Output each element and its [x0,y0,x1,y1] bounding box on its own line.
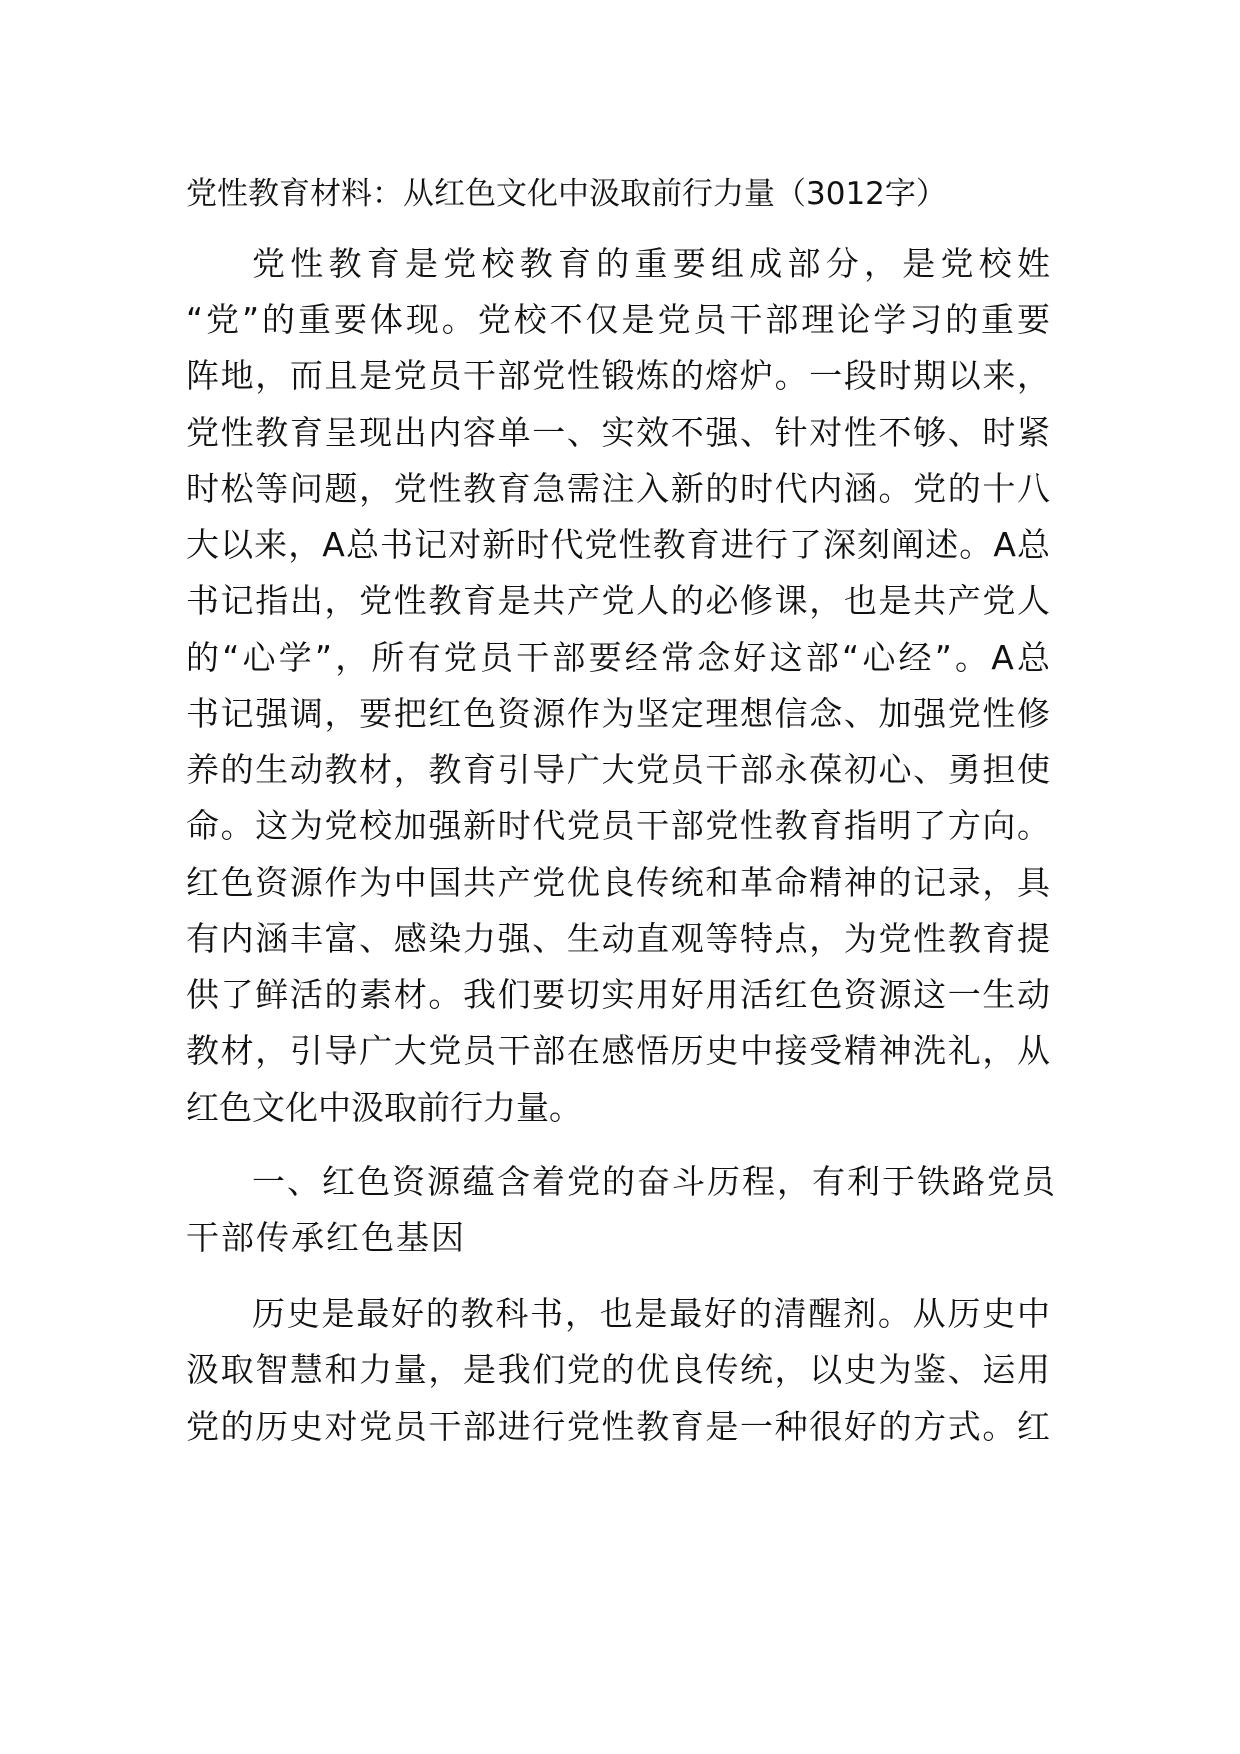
paragraph-line: 书记指出，党性教育是共产党人的必修课，也是共产党人 [186,581,1050,620]
paragraph-line: 历史是最好的教科书，也是最好的清醒剂。从历史中 [252,1294,1050,1333]
paragraph-line: 阵地，而且是党员干部党性锻炼的熔炉。一段时期以来， [186,356,1050,395]
paragraph-line: 汲取智慧和力量，是我们党的优良传统，以史为鉴、运用 [186,1350,1050,1389]
paragraph-line: 命。这为党校加强新时代党员干部党性教育指明了方向。 [186,806,1050,845]
paragraph-line: 的“心学”，所有党员干部要经常念好这部“心经”。A总 [186,638,1050,677]
paragraph-line: 红色文化中汲取前行力量。 [186,1088,582,1127]
paragraph-line: 大以来，A总书记对新时代党性教育进行了深刻阐述。A总 [186,525,1050,564]
paragraph-line: 有内涵丰富、感染力强、生动直观等特点，为党性教育提 [186,919,1050,958]
section-heading-line: 干部传承红色基因 [186,1218,466,1257]
paragraph-line: 红色资源作为中国共产党优良传统和革命精神的记录，具 [186,863,1050,902]
section-heading-line: 一、红色资源蕴含着党的奋斗历程，有利于铁路党员 [252,1162,1057,1201]
paragraph-line: 党的历史对党员干部进行党性教育是一种很好的方式。红 [186,1407,1050,1446]
paragraph-line: 书记强调，要把红色资源作为坚定理想信念、加强党性修 [186,694,1050,733]
paragraph-line: 供了鲜活的素材。我们要切实用好用活红色资源这一生动 [186,975,1050,1014]
document-title: 党性教育材料：从红色文化中汲取前行力量（3012字） [186,176,947,212]
paragraph-line: 教材，引导广大党员干部在感悟历史中接受精神洗礼，从 [186,1031,1050,1070]
paragraph-line: 时松等问题，党性教育急需注入新的时代内涵。党的十八 [186,469,1050,508]
paragraph-line: “党”的重要体现。党校不仅是党员干部理论学习的重要 [186,300,1050,339]
paragraph-line: 党性教育是党校教育的重要组成部分，是党校姓 [252,244,1050,283]
paragraph-line: 党性教育呈现出内容单一、实效不强、针对性不够、时紧 [186,413,1050,452]
paragraph-line: 养的生动教材，教育引导广大党员干部永葆初心、勇担使 [186,750,1050,789]
